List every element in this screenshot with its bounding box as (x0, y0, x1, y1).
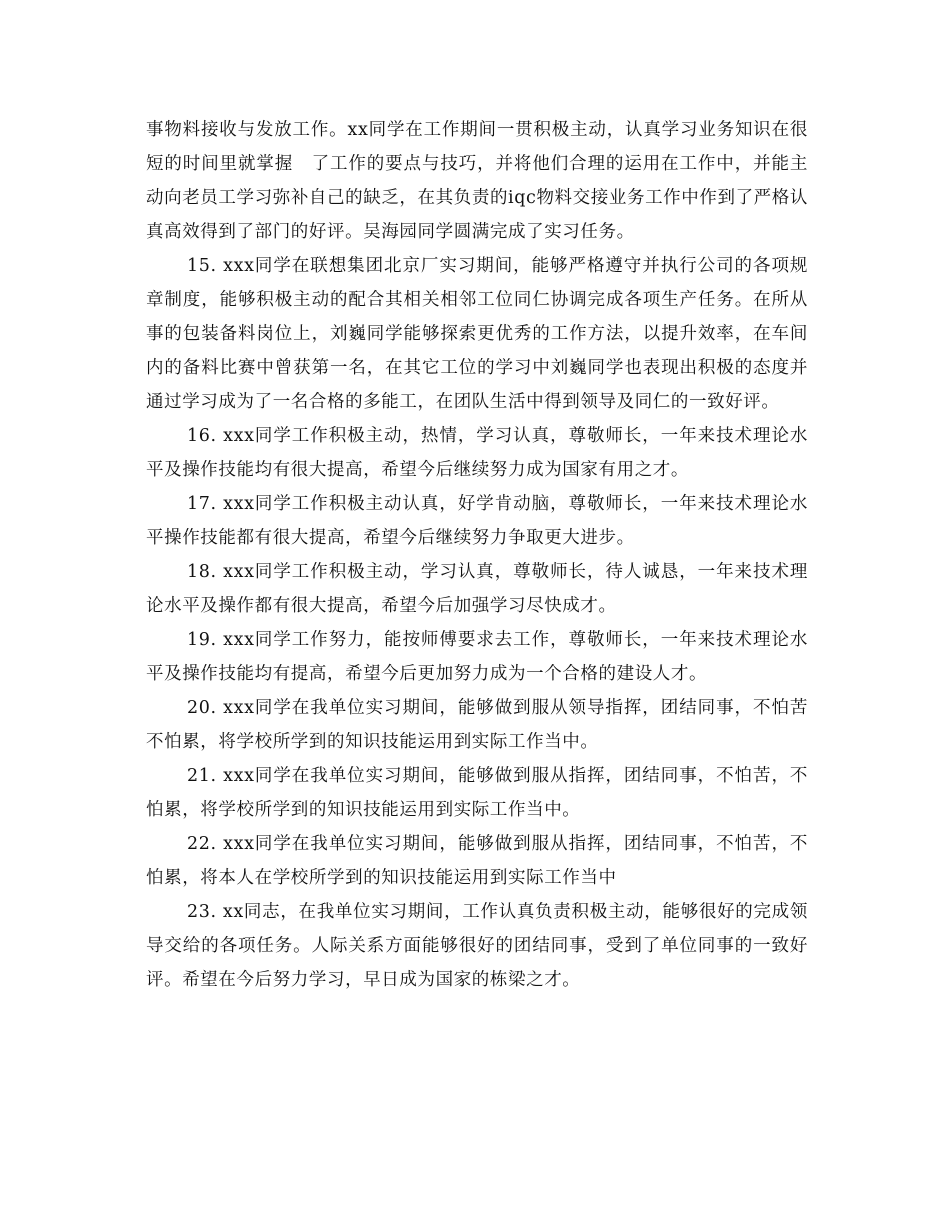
paragraph-item-20: 20. xxx同学在我单位实习期间，能够做到服从领导指挥，团结同事，不怕苦不怕累，将学校所学到的知识技能运用到实际工作当中。 (146, 698, 808, 752)
document-body (146, 113, 808, 997)
paragraph-item-21: 21. xxx同学在我单位实习期间，能够做到服从指挥，团结同事，不怕苦，不怕累，将学校所学到的知识技能运用到实际工作当中。 (146, 766, 808, 820)
paragraph-item-19: 19. xxx同学工作努力，能按师傅要求去工作，尊敬师长，一年来技术理论水平及操作技能均有提高，希望今后更加努力成为一个合格的建设人才。 (146, 630, 808, 684)
paragraph-item-23: 23. xx同志，在我单位实习期间，工作认真负责积极主动，能够很好的完成领导交给的各项任务。人际关系方面能够很好的团结同事，受到了单位同事的一致好评。希望在今后努力学习，早日成为国家的栋梁之才。 (146, 902, 808, 990)
paragraph-item-18: 18. xxx同学工作积极主动，学习认真，尊敬师长，待人诚恳，一年来技术理论水平及操作都有很大提高，希望今后加强学习尽快成才。 (146, 562, 808, 616)
paragraph-continuation: 事物料接收与发放工作。xx同学在工作期间一贯积极主动，认真学习业务知识在很短的时间里就掌握 了工作的要点与技巧，并将他们合理的运用在工作中，并能主动向老员工学习弥补自己的缺乏，在其负责的iqc物料交接业务工作中作到了严格认真高效得到了部门的好评。吴海园同学圆满完成了实习任务。 (146, 120, 808, 242)
paragraph-item-16: 16. xxx同学工作积极主动，热情，学习认真，尊敬师长，一年来技术理论水平及操作技能均有很大提高，希望今后继续努力成为国家有用之才。 (146, 426, 808, 480)
paragraph-item-15: 15. xxx同学在联想集团北京厂实习期间，能够严格遵守并执行公司的各项规章制度，能够积极主动的配合其相关相邻工位同仁协调完成各项生产任务。在所从事的包装备料岗位上，刘巍同学能够探索更优秀的工作方法，以提升效率，在车间内的备料比赛中曾获第一名，在其它工位的学习中刘巍同学也表现出积极的态度并通过学习成为了一名合格的多能工，在团队生活中得到领导及同仁的一致好评。 (146, 256, 808, 412)
paragraph-item-17: 17. xxx同学工作积极主动认真，好学肯动脑，尊敬师长，一年来技术理论水平操作技能都有很大提高，希望今后继续努力争取更大进步。 (146, 494, 808, 548)
paragraph-item-22: 22. xxx同学在我单位实习期间，能够做到服从指挥，团结同事，不怕苦，不怕累，将本人在学校所学到的知识技能运用到实际工作当中 (146, 834, 808, 888)
